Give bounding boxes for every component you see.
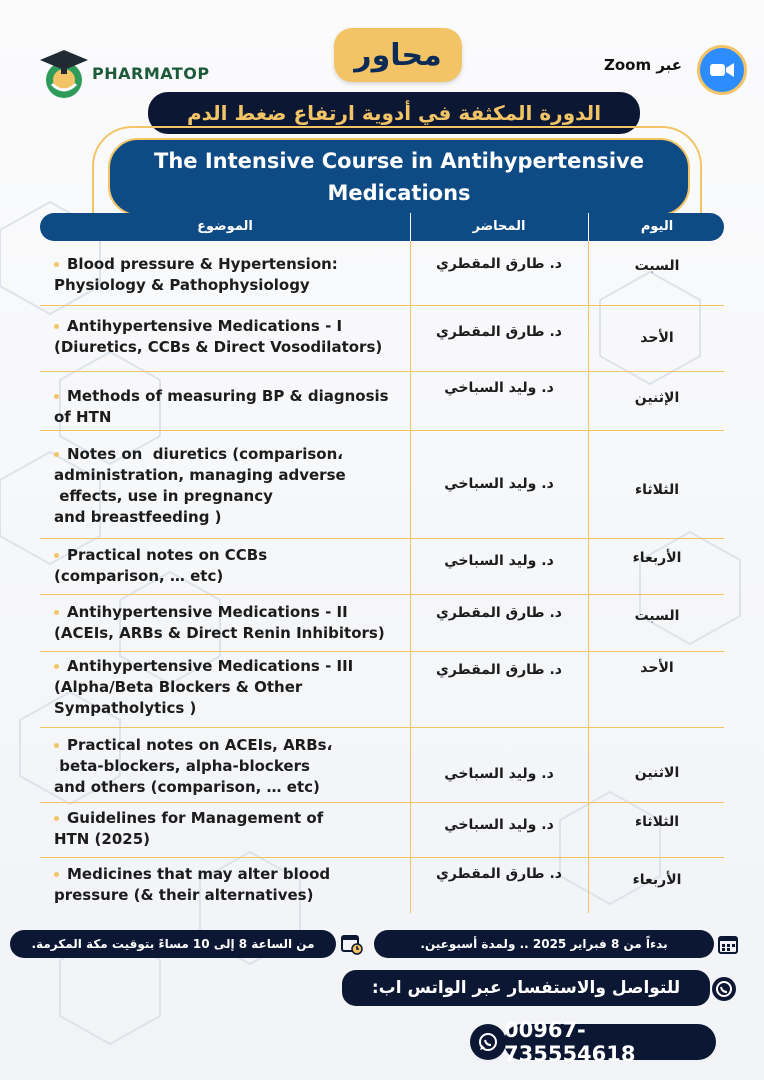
column-divider	[410, 241, 411, 913]
row-divider	[40, 538, 724, 539]
row-topic-text: Practical notes on CCBs (comparison, … etc)	[54, 546, 268, 585]
row-divider	[40, 727, 724, 728]
bullet-icon	[54, 816, 59, 821]
english-course-title	[108, 138, 690, 216]
row-topic	[54, 545, 404, 587]
row-topic-text: Antihypertensive Medications - II (ACEIs, ARBs & Direct Renin Inhibitors)	[54, 603, 385, 642]
calendar-clock-icon	[338, 930, 366, 958]
table-header	[40, 213, 724, 241]
row-day: الثلاثاء	[634, 814, 680, 830]
row-topic-text: Practical notes on ACEIs, ARBs، beta-blockers, alpha-blockers and others (comparison, … etc)	[54, 736, 333, 796]
bullet-icon	[54, 394, 59, 399]
row-day: السبت	[634, 258, 680, 274]
row-divider	[40, 430, 724, 431]
row-lecturer: د. وليد السباخي	[444, 766, 554, 782]
row-topic-text: Guidelines for Management of HTN (2025)	[54, 809, 324, 848]
bullet-icon	[54, 872, 59, 877]
row-lecturer: د. طارق المقطري	[436, 662, 562, 678]
column-divider	[588, 241, 589, 913]
bullet-icon	[54, 262, 59, 267]
whatsapp-contact-pill: للتواصل والاستفسار عبر الواتس اب:	[342, 970, 710, 1006]
row-day: الأحد	[640, 660, 674, 676]
calendar-icon	[714, 930, 742, 958]
row-lecturer: د. طارق المقطري	[436, 866, 562, 882]
bullet-icon	[54, 452, 59, 457]
row-lecturer: د. طارق المقطري	[436, 605, 562, 621]
row-topic-text: Antihypertensive Medications - I (Diuretics, CCBs & Direct Vosodilators)	[54, 317, 383, 356]
header-divider	[410, 213, 411, 241]
zoom-label: عبر Zoom	[604, 56, 683, 74]
zoom-icon	[697, 45, 747, 95]
row-day: الأربعاء	[632, 550, 682, 566]
header-divider	[588, 213, 589, 241]
row-topic-text: Methods of measuring BP & diagnosis of HTN	[54, 387, 389, 426]
row-day: الاثنين	[634, 765, 680, 781]
row-topic	[54, 316, 404, 358]
row-day: السبت	[634, 608, 680, 624]
row-lecturer: د. وليد السباخي	[444, 476, 554, 492]
column-lecturer: المحاضر	[472, 219, 526, 234]
phone-number[interactable]: 00967-735554618	[504, 1024, 716, 1060]
row-topic	[54, 656, 404, 719]
bullet-icon	[54, 743, 59, 748]
start-date-pill: بدءاً من 8 فبراير 2025 .. ولمدة أسبوعين.	[374, 930, 714, 958]
row-day: الثلاثاء	[634, 482, 680, 498]
row-divider	[40, 802, 724, 803]
time-pill: من الساعة 8 إلى 10 مساءً بتوقيت مكة المكرمة.	[10, 930, 336, 958]
row-topic-text: Notes on diuretics (comparison، administration, managing adverse effects, use in pregnancy and breastfeeding )	[54, 445, 346, 526]
row-lecturer: د. وليد السباخي	[444, 380, 554, 396]
row-topic	[54, 602, 404, 644]
whatsapp-icon	[710, 975, 738, 1003]
column-topic: الموضوع	[197, 219, 253, 234]
row-day: الأحد	[640, 330, 674, 346]
row-topic	[54, 444, 404, 528]
whatsapp-phone-icon	[470, 1024, 506, 1060]
row-topic	[54, 864, 404, 906]
row-lecturer: د. طارق المقطري	[436, 324, 562, 340]
bullet-icon	[54, 610, 59, 615]
english-title-text: The Intensive Course in Antihypertensive Medications	[154, 149, 644, 205]
row-topic	[54, 808, 404, 850]
row-divider	[40, 305, 724, 306]
row-divider	[40, 594, 724, 595]
row-divider	[40, 371, 724, 372]
row-lecturer: د. طارق المقطري	[436, 256, 562, 272]
row-divider	[40, 857, 724, 858]
column-day: اليوم	[640, 219, 674, 234]
bullet-icon	[54, 553, 59, 558]
topics-badge-label: محاور	[354, 37, 442, 73]
row-day: الإثنين	[634, 390, 680, 406]
row-day: الأربعاء	[632, 872, 682, 888]
row-topic	[54, 735, 404, 798]
logo-name: PHARMATOP	[92, 64, 210, 83]
row-topic	[54, 254, 404, 296]
topics-badge	[334, 28, 462, 82]
row-lecturer: د. وليد السباخي	[444, 553, 554, 569]
row-topic-text: Medicines that may alter blood pressure (& their alternatives)	[54, 865, 331, 904]
bullet-icon	[54, 324, 59, 329]
row-topic-text: Antihypertensive Medications - III (Alpha/Beta Blockers & Other Sympatholytics )	[54, 657, 354, 717]
row-topic	[54, 386, 404, 428]
row-divider	[40, 651, 724, 652]
row-lecturer: د. وليد السباخي	[444, 817, 554, 833]
bullet-icon	[54, 664, 59, 669]
arabic-title-text: الدورة المكثفة في أدوية ارتفاع ضغط الدم	[186, 101, 602, 125]
row-topic-text: Blood pressure & Hypertension: Physiology & Pathophysiology	[54, 255, 338, 294]
